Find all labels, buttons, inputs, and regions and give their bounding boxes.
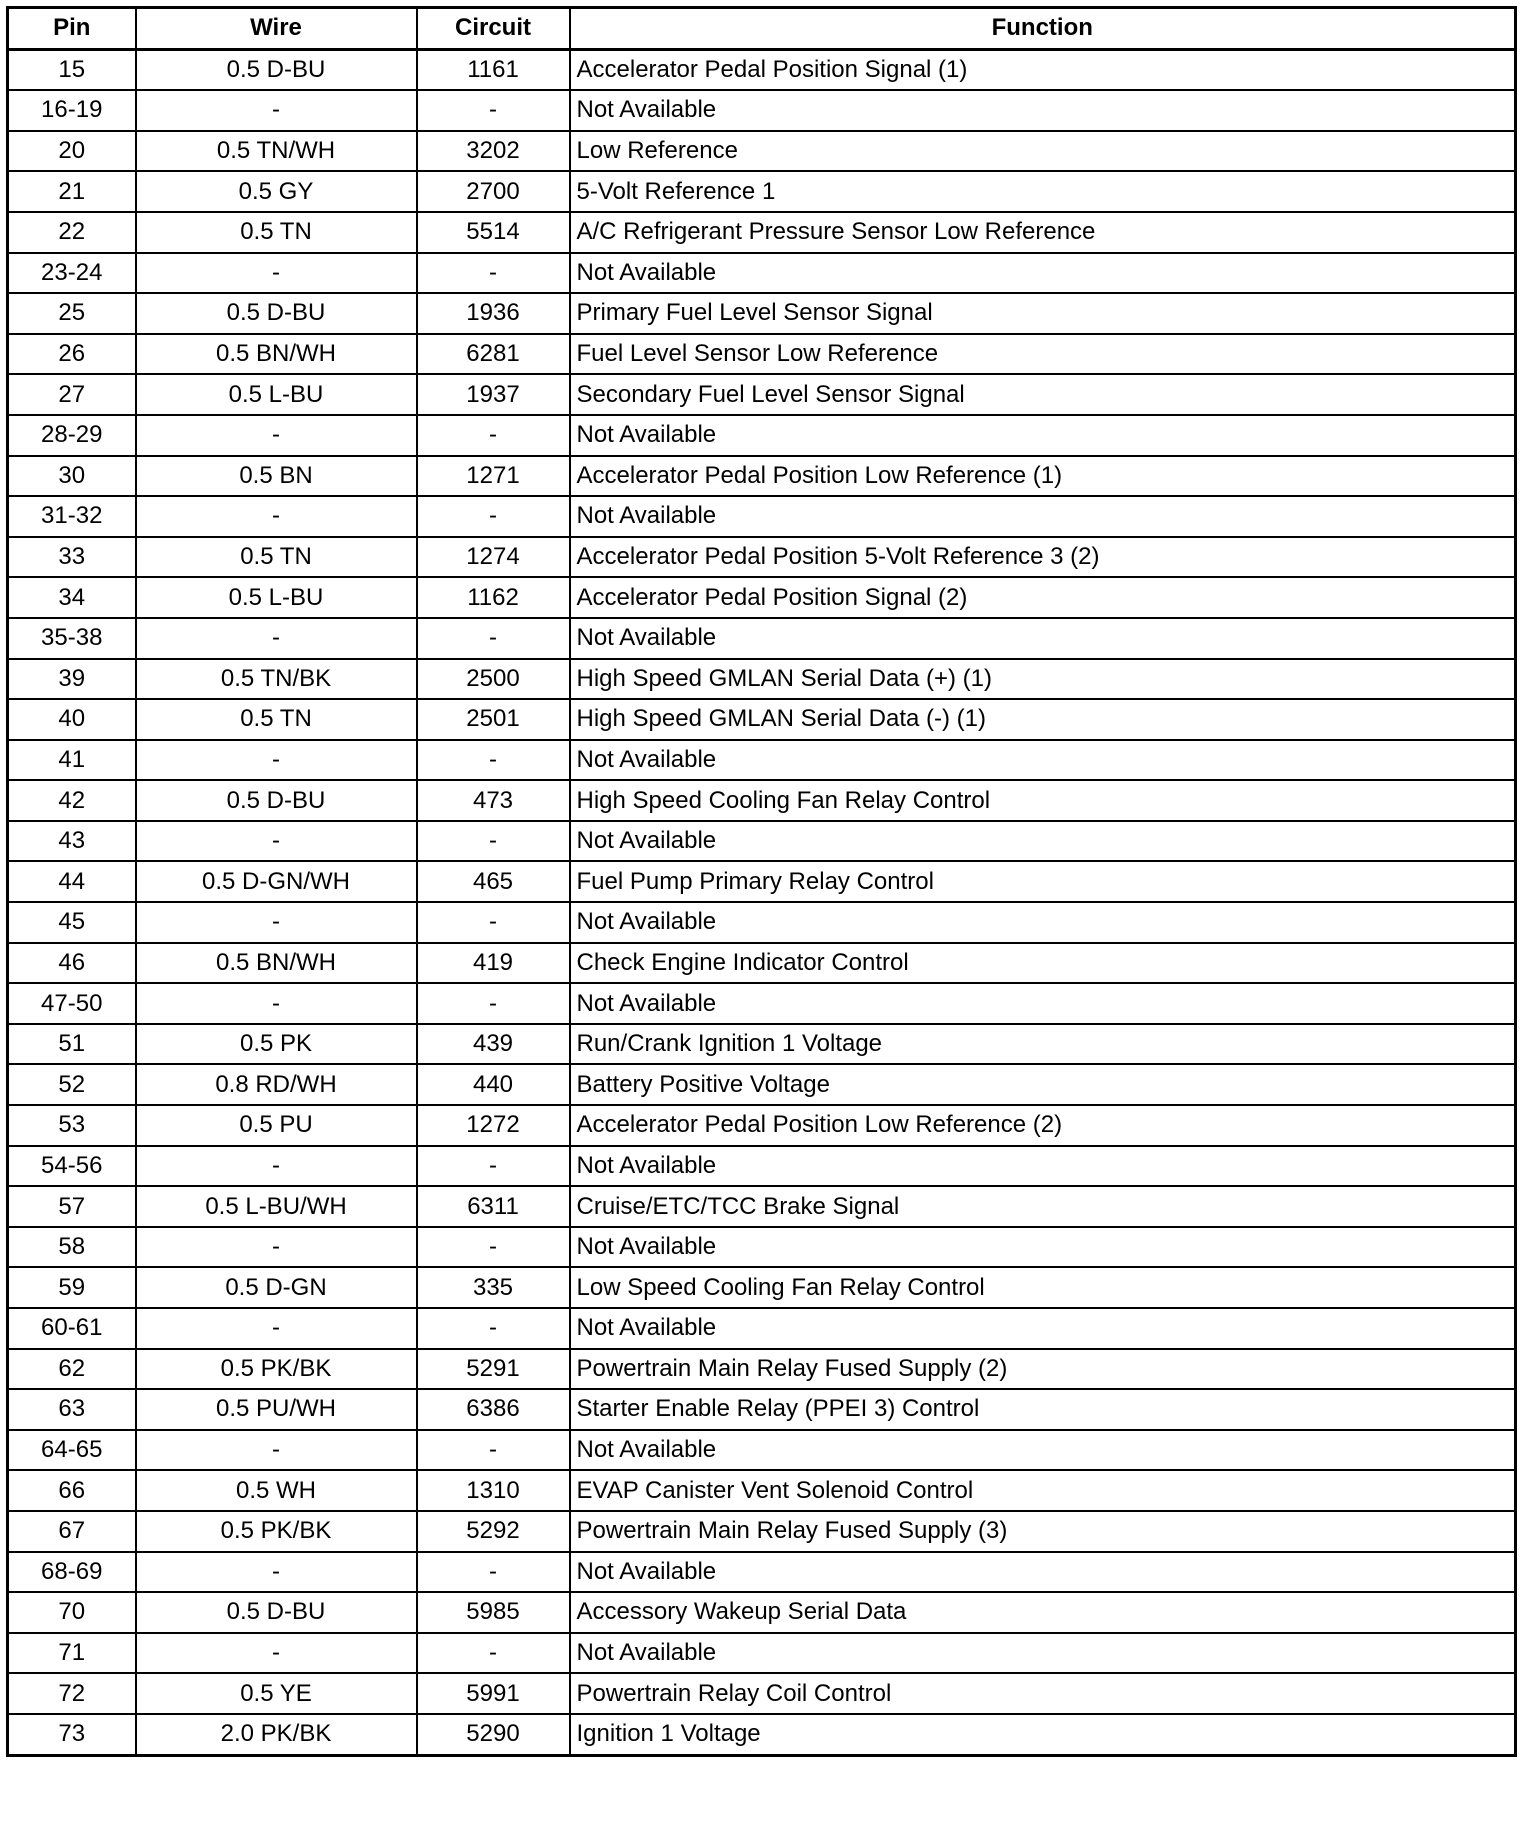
circuit-cell: - bbox=[417, 1430, 570, 1471]
circuit-cell: 2700 bbox=[417, 171, 570, 212]
circuit-cell: 439 bbox=[417, 1024, 570, 1065]
function-cell: Not Available bbox=[570, 618, 1516, 659]
wire-cell: 0.5 D-BU bbox=[136, 293, 417, 334]
wire-cell: 0.5 TN bbox=[136, 212, 417, 253]
wire-cell: 0.5 PU/WH bbox=[136, 1389, 417, 1430]
table-row bbox=[8, 1024, 1516, 1065]
table-row bbox=[8, 577, 1516, 618]
connector-pinout-table bbox=[6, 6, 1517, 1757]
table-row bbox=[8, 1146, 1516, 1187]
function-cell: Accelerator Pedal Position Low Reference (1) bbox=[570, 456, 1516, 497]
circuit-cell: 335 bbox=[417, 1267, 570, 1308]
table-row bbox=[8, 1105, 1516, 1146]
circuit-cell: - bbox=[417, 415, 570, 456]
wire-cell: 0.5 D-BU bbox=[136, 780, 417, 821]
circuit-cell: 5991 bbox=[417, 1673, 570, 1714]
pin-cell: 54-56 bbox=[8, 1146, 136, 1187]
wire-cell: 0.5 D-BU bbox=[136, 1592, 417, 1633]
function-cell: Not Available bbox=[570, 902, 1516, 943]
pin-cell: 30 bbox=[8, 456, 136, 497]
wire-cell: 0.5 TN bbox=[136, 537, 417, 578]
wire-cell: 0.8 RD/WH bbox=[136, 1064, 417, 1105]
circuit-cell: 3202 bbox=[417, 131, 570, 172]
pin-cell: 39 bbox=[8, 659, 136, 700]
circuit-cell: 440 bbox=[417, 1064, 570, 1105]
wire-cell: - bbox=[136, 1552, 417, 1593]
wire-cell: - bbox=[136, 1146, 417, 1187]
wire-cell: 0.5 WH bbox=[136, 1470, 417, 1511]
pin-cell: 35-38 bbox=[8, 618, 136, 659]
table-row bbox=[8, 780, 1516, 821]
table-row bbox=[8, 659, 1516, 700]
function-cell: Not Available bbox=[570, 1227, 1516, 1268]
wire-cell: - bbox=[136, 983, 417, 1024]
table-row bbox=[8, 861, 1516, 902]
pin-cell: 67 bbox=[8, 1511, 136, 1552]
wire-cell: 0.5 PK/BK bbox=[136, 1511, 417, 1552]
circuit-cell: 5290 bbox=[417, 1714, 570, 1755]
wire-cell: - bbox=[136, 1633, 417, 1674]
header-pin: Pin bbox=[8, 8, 136, 50]
wire-cell: 0.5 D-GN bbox=[136, 1267, 417, 1308]
function-cell: EVAP Canister Vent Solenoid Control bbox=[570, 1470, 1516, 1511]
pin-cell: 51 bbox=[8, 1024, 136, 1065]
table-row bbox=[8, 212, 1516, 253]
function-cell: Not Available bbox=[570, 496, 1516, 537]
pin-cell: 72 bbox=[8, 1673, 136, 1714]
circuit-cell: - bbox=[417, 740, 570, 781]
table-row bbox=[8, 334, 1516, 375]
function-cell: Low Reference bbox=[570, 131, 1516, 172]
wire-cell: 0.5 PU bbox=[136, 1105, 417, 1146]
circuit-cell: - bbox=[417, 618, 570, 659]
function-cell: Not Available bbox=[570, 983, 1516, 1024]
function-cell: Not Available bbox=[570, 253, 1516, 294]
wire-cell: 0.5 GY bbox=[136, 171, 417, 212]
pin-cell: 44 bbox=[8, 861, 136, 902]
circuit-cell: - bbox=[417, 1552, 570, 1593]
function-cell: Secondary Fuel Level Sensor Signal bbox=[570, 374, 1516, 415]
circuit-cell: 1271 bbox=[417, 456, 570, 497]
function-cell: Fuel Pump Primary Relay Control bbox=[570, 861, 1516, 902]
function-cell: High Speed GMLAN Serial Data (+) (1) bbox=[570, 659, 1516, 700]
circuit-cell: 465 bbox=[417, 861, 570, 902]
pin-cell: 66 bbox=[8, 1470, 136, 1511]
function-cell: Battery Positive Voltage bbox=[570, 1064, 1516, 1105]
pin-cell: 47-50 bbox=[8, 983, 136, 1024]
function-cell: High Speed GMLAN Serial Data (-) (1) bbox=[570, 699, 1516, 740]
header-function: Function bbox=[570, 8, 1516, 50]
circuit-cell: - bbox=[417, 253, 570, 294]
pin-cell: 28-29 bbox=[8, 415, 136, 456]
pin-cell: 26 bbox=[8, 334, 136, 375]
circuit-cell: 6386 bbox=[417, 1389, 570, 1430]
function-cell: Not Available bbox=[570, 415, 1516, 456]
circuit-cell: 419 bbox=[417, 943, 570, 984]
wire-cell: - bbox=[136, 902, 417, 943]
circuit-cell: - bbox=[417, 90, 570, 131]
function-cell: Powertrain Main Relay Fused Supply (3) bbox=[570, 1511, 1516, 1552]
circuit-cell: 1936 bbox=[417, 293, 570, 334]
function-cell: Check Engine Indicator Control bbox=[570, 943, 1516, 984]
circuit-cell: 5292 bbox=[417, 1511, 570, 1552]
pin-cell: 27 bbox=[8, 374, 136, 415]
table-row bbox=[8, 1511, 1516, 1552]
table-row bbox=[8, 131, 1516, 172]
wire-cell: - bbox=[136, 90, 417, 131]
table-row bbox=[8, 1267, 1516, 1308]
wire-cell: 0.5 BN/WH bbox=[136, 334, 417, 375]
function-cell: Low Speed Cooling Fan Relay Control bbox=[570, 1267, 1516, 1308]
circuit-cell: - bbox=[417, 902, 570, 943]
pin-cell: 31-32 bbox=[8, 496, 136, 537]
table-row bbox=[8, 618, 1516, 659]
wire-cell: 2.0 PK/BK bbox=[136, 1714, 417, 1755]
wire-cell: - bbox=[136, 496, 417, 537]
wire-cell: 0.5 D-BU bbox=[136, 49, 417, 90]
function-cell: Accelerator Pedal Position Low Reference (2) bbox=[570, 1105, 1516, 1146]
circuit-cell: 1274 bbox=[417, 537, 570, 578]
circuit-cell: 1162 bbox=[417, 577, 570, 618]
function-cell: Not Available bbox=[570, 90, 1516, 131]
function-cell: Starter Enable Relay (PPEI 3) Control bbox=[570, 1389, 1516, 1430]
function-cell: Not Available bbox=[570, 740, 1516, 781]
table-row bbox=[8, 1186, 1516, 1227]
wire-cell: - bbox=[136, 1227, 417, 1268]
wire-cell: - bbox=[136, 821, 417, 862]
circuit-cell: - bbox=[417, 496, 570, 537]
pin-cell: 34 bbox=[8, 577, 136, 618]
table-row bbox=[8, 49, 1516, 90]
pin-cell: 42 bbox=[8, 780, 136, 821]
pin-cell: 46 bbox=[8, 943, 136, 984]
wire-cell: - bbox=[136, 740, 417, 781]
table-row bbox=[8, 171, 1516, 212]
pin-cell: 21 bbox=[8, 171, 136, 212]
function-cell: 5-Volt Reference 1 bbox=[570, 171, 1516, 212]
wire-cell: 0.5 PK/BK bbox=[136, 1349, 417, 1390]
function-cell: Not Available bbox=[570, 1308, 1516, 1349]
pin-cell: 64-65 bbox=[8, 1430, 136, 1471]
table-row bbox=[8, 1714, 1516, 1755]
table-row bbox=[8, 456, 1516, 497]
table-row bbox=[8, 374, 1516, 415]
function-cell: Fuel Level Sensor Low Reference bbox=[570, 334, 1516, 375]
wire-cell: - bbox=[136, 1308, 417, 1349]
function-cell: Ignition 1 Voltage bbox=[570, 1714, 1516, 1755]
table-row bbox=[8, 1470, 1516, 1511]
pin-cell: 43 bbox=[8, 821, 136, 862]
function-cell: High Speed Cooling Fan Relay Control bbox=[570, 780, 1516, 821]
pin-cell: 25 bbox=[8, 293, 136, 334]
table-row bbox=[8, 1227, 1516, 1268]
wire-cell: 0.5 L-BU/WH bbox=[136, 1186, 417, 1227]
circuit-cell: 5985 bbox=[417, 1592, 570, 1633]
pin-cell: 23-24 bbox=[8, 253, 136, 294]
table-row bbox=[8, 740, 1516, 781]
table-row bbox=[8, 1673, 1516, 1714]
pin-cell: 45 bbox=[8, 902, 136, 943]
pin-cell: 57 bbox=[8, 1186, 136, 1227]
table-row bbox=[8, 1308, 1516, 1349]
wire-cell: 0.5 TN/BK bbox=[136, 659, 417, 700]
function-cell: Accelerator Pedal Position 5-Volt Reference 3 (2) bbox=[570, 537, 1516, 578]
pin-cell: 58 bbox=[8, 1227, 136, 1268]
circuit-cell: 2500 bbox=[417, 659, 570, 700]
wire-cell: 0.5 TN/WH bbox=[136, 131, 417, 172]
circuit-cell: - bbox=[417, 821, 570, 862]
function-cell: Accelerator Pedal Position Signal (1) bbox=[570, 49, 1516, 90]
table-row bbox=[8, 902, 1516, 943]
header-circuit: Circuit bbox=[417, 8, 570, 50]
table-row bbox=[8, 253, 1516, 294]
circuit-cell: 473 bbox=[417, 780, 570, 821]
function-cell: Not Available bbox=[570, 1552, 1516, 1593]
pin-cell: 70 bbox=[8, 1592, 136, 1633]
table-row bbox=[8, 1633, 1516, 1674]
circuit-cell: - bbox=[417, 1146, 570, 1187]
circuit-cell: - bbox=[417, 1633, 570, 1674]
table-row bbox=[8, 1389, 1516, 1430]
table-row bbox=[8, 699, 1516, 740]
pin-cell: 22 bbox=[8, 212, 136, 253]
table-row bbox=[8, 1430, 1516, 1471]
wire-cell: 0.5 BN bbox=[136, 456, 417, 497]
pin-cell: 59 bbox=[8, 1267, 136, 1308]
table-row bbox=[8, 943, 1516, 984]
function-cell: Not Available bbox=[570, 1430, 1516, 1471]
table-row bbox=[8, 1349, 1516, 1390]
table-row bbox=[8, 1592, 1516, 1633]
pinout-page bbox=[6, 6, 1514, 1757]
pin-cell: 73 bbox=[8, 1714, 136, 1755]
wire-cell: 0.5 TN bbox=[136, 699, 417, 740]
table-row bbox=[8, 415, 1516, 456]
circuit-cell: - bbox=[417, 1308, 570, 1349]
table-body bbox=[8, 49, 1516, 1755]
function-cell: Powertrain Relay Coil Control bbox=[570, 1673, 1516, 1714]
wire-cell: - bbox=[136, 618, 417, 659]
function-cell: Not Available bbox=[570, 1633, 1516, 1674]
table-row bbox=[8, 496, 1516, 537]
circuit-cell: 1310 bbox=[417, 1470, 570, 1511]
wire-cell: 0.5 L-BU bbox=[136, 374, 417, 415]
function-cell: Accessory Wakeup Serial Data bbox=[570, 1592, 1516, 1633]
table-row bbox=[8, 537, 1516, 578]
pin-cell: 41 bbox=[8, 740, 136, 781]
function-cell: Run/Crank Ignition 1 Voltage bbox=[570, 1024, 1516, 1065]
pin-cell: 60-61 bbox=[8, 1308, 136, 1349]
pin-cell: 71 bbox=[8, 1633, 136, 1674]
pin-cell: 33 bbox=[8, 537, 136, 578]
circuit-cell: 1161 bbox=[417, 49, 570, 90]
circuit-cell: - bbox=[417, 983, 570, 1024]
header-row bbox=[8, 8, 1516, 50]
circuit-cell: 1937 bbox=[417, 374, 570, 415]
wire-cell: - bbox=[136, 415, 417, 456]
circuit-cell: 5514 bbox=[417, 212, 570, 253]
function-cell: Accelerator Pedal Position Signal (2) bbox=[570, 577, 1516, 618]
pin-cell: 53 bbox=[8, 1105, 136, 1146]
function-cell: Cruise/ETC/TCC Brake Signal bbox=[570, 1186, 1516, 1227]
function-cell: Not Available bbox=[570, 821, 1516, 862]
pin-cell: 16-19 bbox=[8, 90, 136, 131]
wire-cell: 0.5 D-GN/WH bbox=[136, 861, 417, 902]
circuit-cell: 6281 bbox=[417, 334, 570, 375]
circuit-cell: - bbox=[417, 1227, 570, 1268]
header-wire: Wire bbox=[136, 8, 417, 50]
wire-cell: 0.5 PK bbox=[136, 1024, 417, 1065]
pin-cell: 52 bbox=[8, 1064, 136, 1105]
function-cell: Primary Fuel Level Sensor Signal bbox=[570, 293, 1516, 334]
pin-cell: 63 bbox=[8, 1389, 136, 1430]
circuit-cell: 5291 bbox=[417, 1349, 570, 1390]
wire-cell: 0.5 YE bbox=[136, 1673, 417, 1714]
pin-cell: 40 bbox=[8, 699, 136, 740]
table-row bbox=[8, 293, 1516, 334]
table-row bbox=[8, 821, 1516, 862]
function-cell: Not Available bbox=[570, 1146, 1516, 1187]
pin-cell: 68-69 bbox=[8, 1552, 136, 1593]
wire-cell: 0.5 L-BU bbox=[136, 577, 417, 618]
table-row bbox=[8, 1552, 1516, 1593]
table-row bbox=[8, 1064, 1516, 1105]
pin-cell: 20 bbox=[8, 131, 136, 172]
wire-cell: - bbox=[136, 253, 417, 294]
circuit-cell: 1272 bbox=[417, 1105, 570, 1146]
circuit-cell: 6311 bbox=[417, 1186, 570, 1227]
wire-cell: 0.5 BN/WH bbox=[136, 943, 417, 984]
table-row bbox=[8, 90, 1516, 131]
pin-cell: 15 bbox=[8, 49, 136, 90]
table-row bbox=[8, 983, 1516, 1024]
function-cell: A/C Refrigerant Pressure Sensor Low Reference bbox=[570, 212, 1516, 253]
wire-cell: - bbox=[136, 1430, 417, 1471]
circuit-cell: 2501 bbox=[417, 699, 570, 740]
pin-cell: 62 bbox=[8, 1349, 136, 1390]
function-cell: Powertrain Main Relay Fused Supply (2) bbox=[570, 1349, 1516, 1390]
